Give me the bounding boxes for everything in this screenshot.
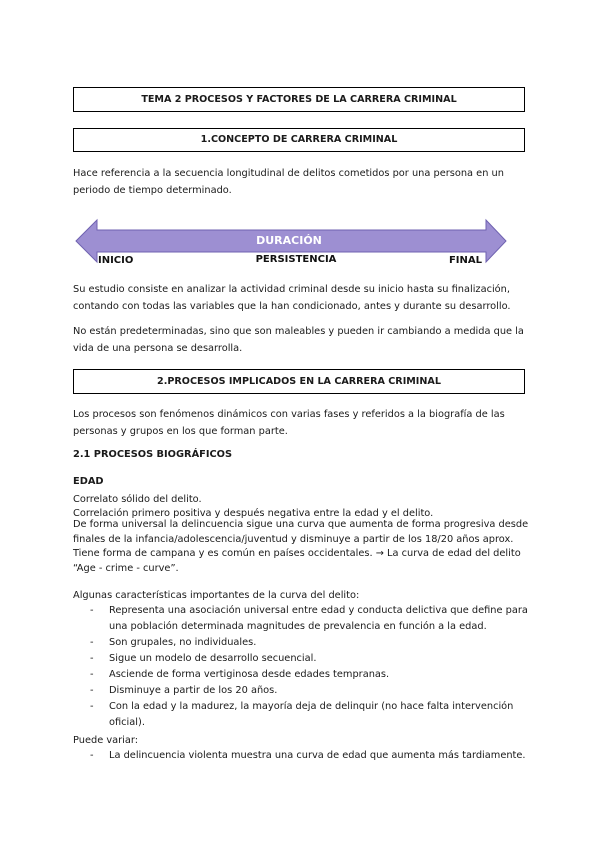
section2-heading: 2.PROCESOS IMPLICADOS EN LA CARRERA CRIMINAL xyxy=(157,376,441,387)
edad-line-1: Correlato sólido del delito. xyxy=(73,494,202,505)
document-title-box xyxy=(73,87,525,112)
section1-paragraph-3: No están predeterminadas, sino que son maleables y pueden ir cambiando a medida que la vida de una persona se desarrolla. xyxy=(73,326,524,354)
list-item: - Son grupales, no individuales. xyxy=(90,637,257,648)
list-item: - Disminuye a partir de los 20 años. xyxy=(90,685,278,696)
section2-intro: Los procesos son fenómenos dinámicos con varias fases y referidos a la biografía de las personas y grupos en los que forman parte. xyxy=(73,409,505,437)
characteristics-intro: Algunas características importantes de la curva del delito: xyxy=(73,590,360,601)
career-duration-arrow xyxy=(0,214,600,270)
edad-heading: EDAD xyxy=(73,476,104,487)
edad-line-3: De forma universal la delincuencia sigue una curva que aumenta de forma progresiva desde finales de la infancia/adolescencia/juventud y disminuye a partir de los 18/20 años aprox. Tiene forma de campana y es común en países occidentales. → La curva de edad del delito “Age - crime - curve”. xyxy=(73,519,529,574)
list-item: - La delincuencia violenta muestra una curva de edad que aumenta más tardiamente. xyxy=(90,750,526,761)
section2-heading-box xyxy=(73,369,525,394)
arrow-label-final: FINAL xyxy=(448,255,482,266)
characteristics-list xyxy=(73,603,533,731)
arrow-label-inicio: INICIO xyxy=(98,255,134,266)
section1-intro: Hace referencia a la secuencia longitudinal de delitos cometidos por una persona en un periodo de tiempo determinado. xyxy=(73,168,504,196)
arrow-label-duracion: DURACIÓN xyxy=(256,234,322,247)
arrow-label-persistencia: PERSISTENCIA xyxy=(255,254,337,265)
edad-line-2: Correlación primero positiva y después negativa entre la edad y el delito. xyxy=(73,508,434,519)
section1-heading-box xyxy=(73,128,525,152)
vary-intro: Puede variar: xyxy=(73,735,139,746)
document-title: TEMA 2 PROCESOS Y FACTORES DE LA CARRERA CRIMINAL xyxy=(141,94,457,105)
list-item: - Con la edad y la madurez, la mayoría deja de delinquir (no hace falta intervención oficial). xyxy=(90,701,514,728)
section1-heading: 1.CONCEPTO DE CARRERA CRIMINAL xyxy=(200,134,398,145)
list-item: - Representa una asociación universal entre edad y conducta delictiva que define para una población determinada magnitudes de prevalencia en función a la edad. xyxy=(90,605,528,632)
section1-paragraph-2: Su estudio consiste en analizar la actividad criminal desde su inicio hasta su finalización, contando con todas las variables que la han condicionado, antes y durante su desarrollo. xyxy=(73,284,511,312)
vary-list xyxy=(73,748,533,764)
list-item: - Asciende de forma vertiginosa desde edades tempranas. xyxy=(90,669,390,680)
list-item: - Sigue un modelo de desarrollo secuencial. xyxy=(90,653,317,664)
subsection-heading: 2.1 PROCESOS BIOGRÁFICOS xyxy=(73,449,233,460)
